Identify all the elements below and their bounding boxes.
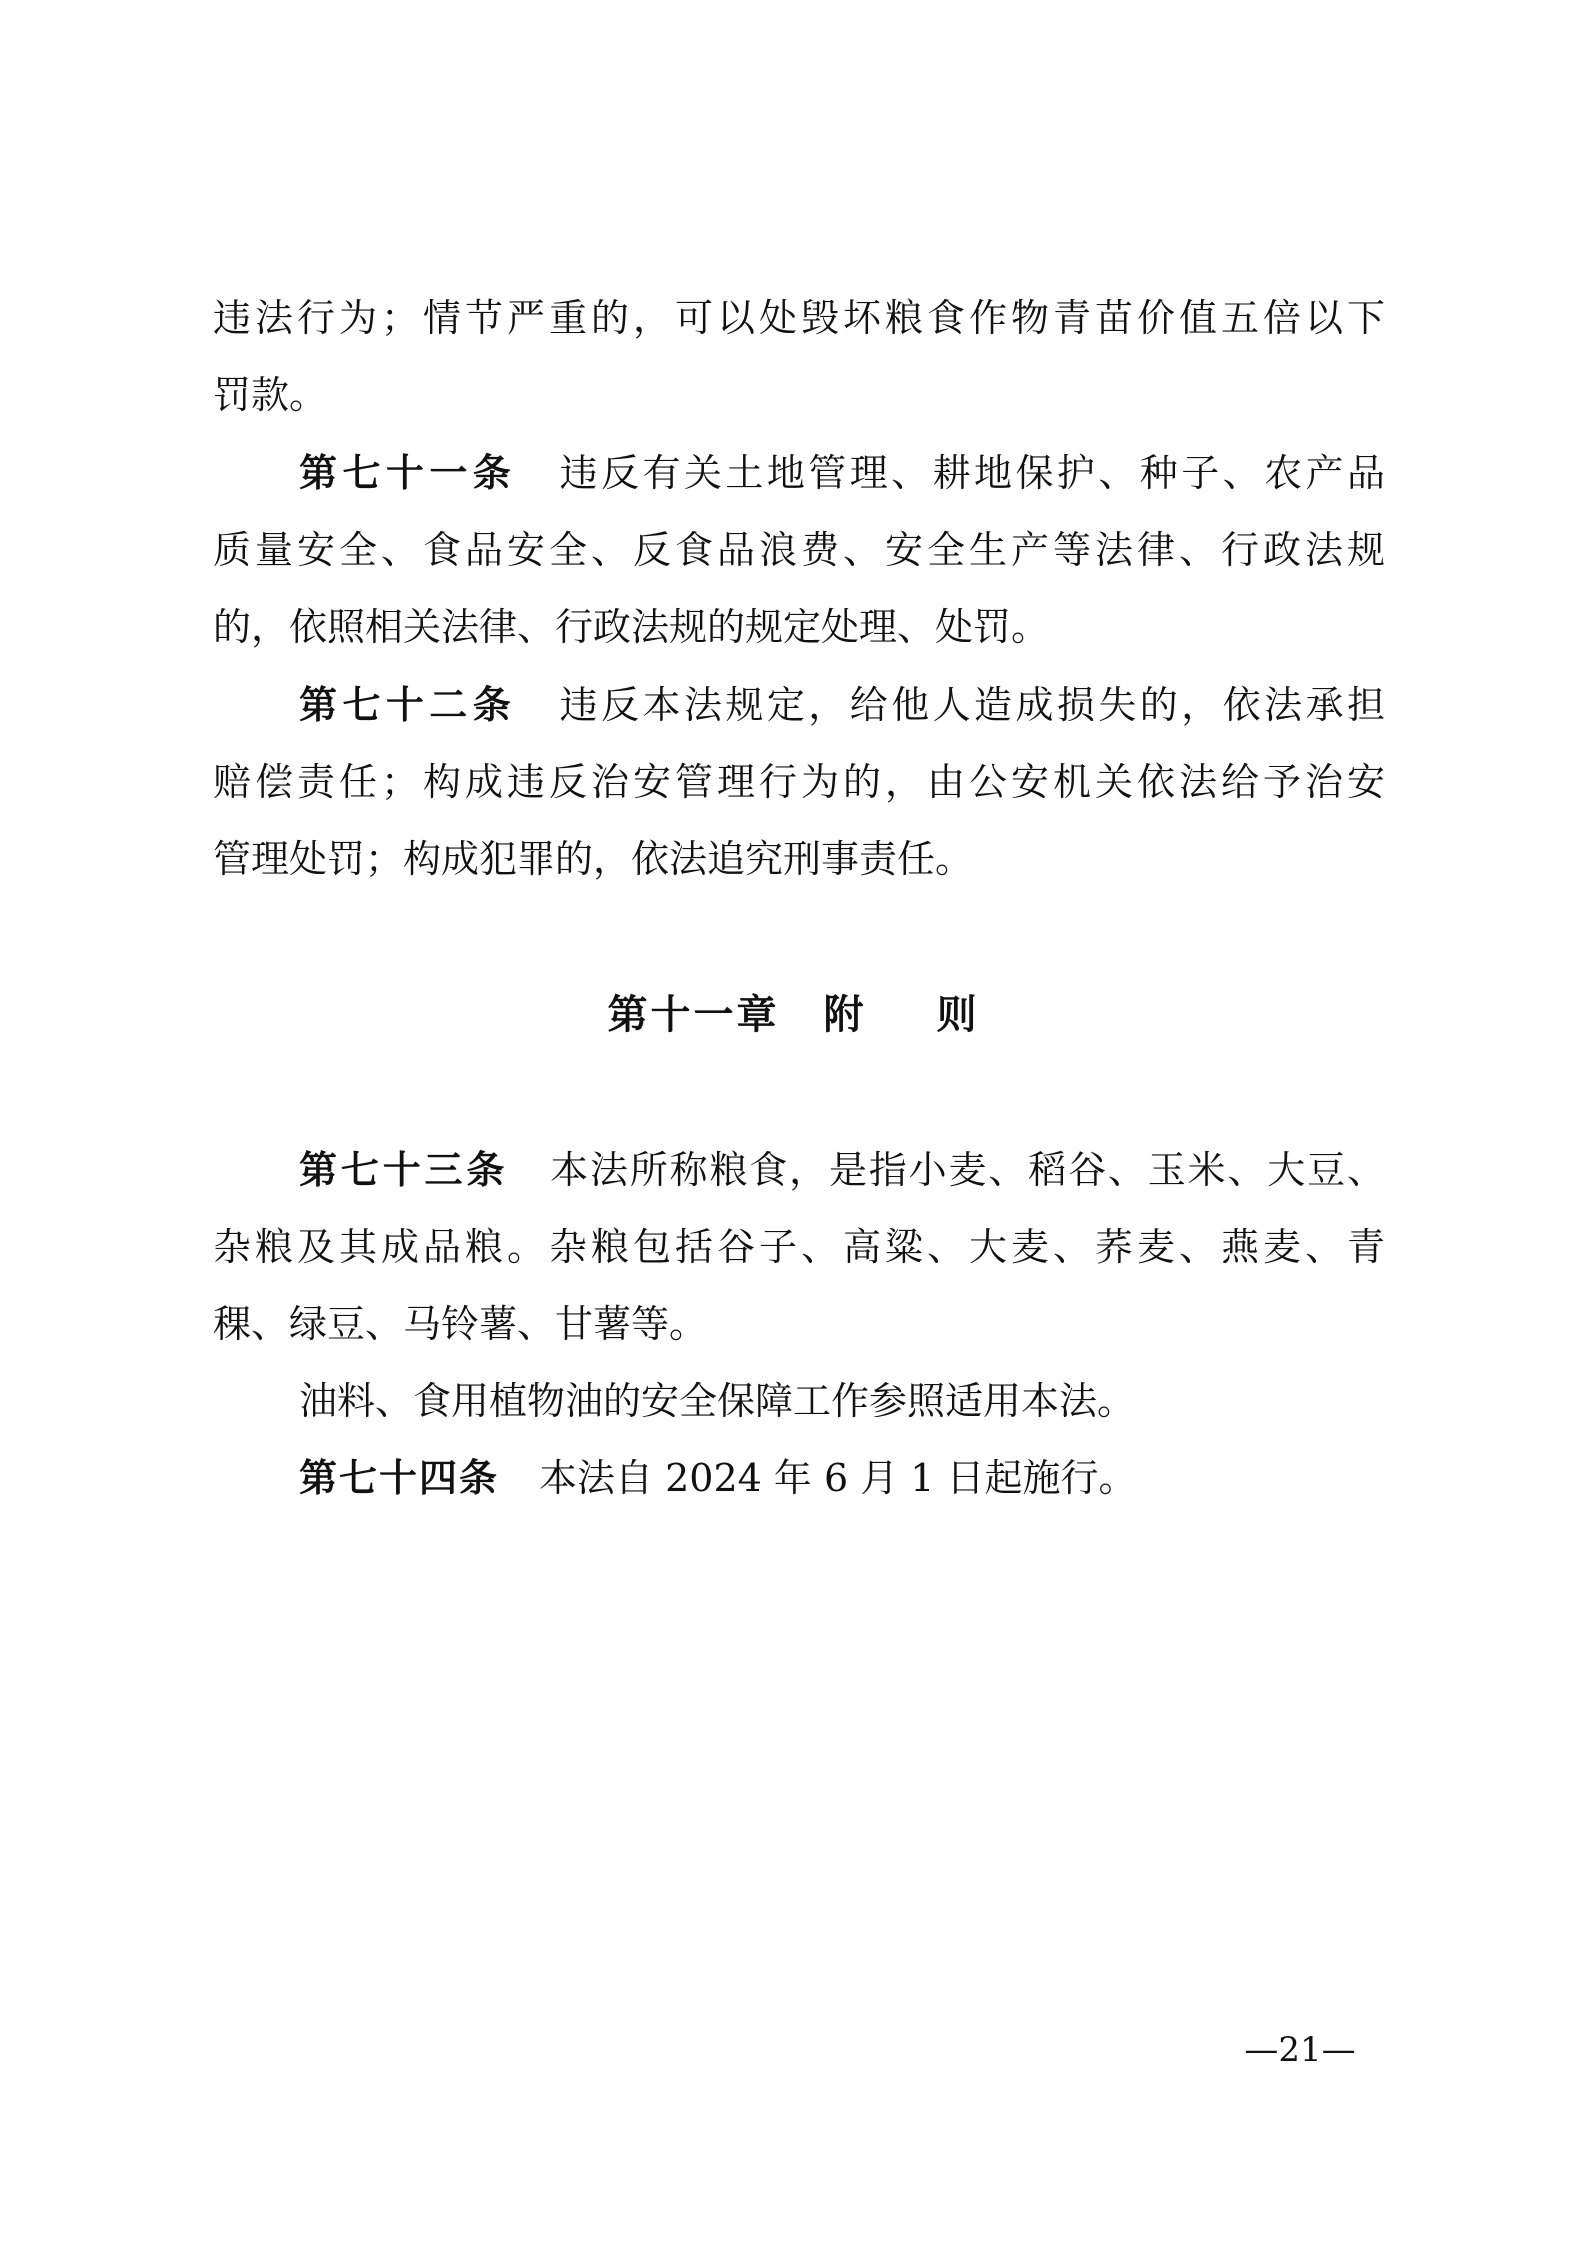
article-74-text-1: 本法自 2024 年 6 月 1 日起施行。 <box>539 1456 1137 1500</box>
article-72-text-1: 违反本法规定，给他人造成损失的，依法承担 <box>556 683 1385 727</box>
article-71-line-2: 质量安全、食品安全、反食品浪费、安全生产等法律、行政法规 <box>213 528 1385 572</box>
article-73-line-2: 杂粮及其成品粮。杂粮包括谷子、高粱、大麦、荞麦、燕麦、青 <box>213 1225 1385 1269</box>
article-74-label: 第七十四条 <box>299 1456 500 1500</box>
article-71-line-3: 的，依照相关法律、行政法规的规定处理、处罚。 <box>213 605 1050 649</box>
article-72-label: 第七十二条 <box>299 683 517 727</box>
article-74-line-1 <box>299 1453 1137 1503</box>
article-71-label: 第七十一条 <box>299 451 517 495</box>
article-72-line-1 <box>299 680 1385 730</box>
chapter-title-part-2: 则 <box>936 992 980 1038</box>
article-73-text-1: 本法所称粮食，是指小麦、稻谷、玉米、大豆、 <box>548 1148 1385 1192</box>
chapter-title-part-1: 附 <box>823 992 867 1038</box>
article-73-line-4: 油料、食用植物油的安全保障工作参照适用本法。 <box>299 1379 1136 1423</box>
chapter-number: 第十一章 <box>607 992 780 1038</box>
page-number: —21— <box>1244 2030 1356 2070</box>
article-72-line-2: 赔偿责任；构成违反治安管理行为的，由公安机关依法给予治安 <box>213 760 1385 804</box>
paragraph-line: 罚款。 <box>213 373 328 417</box>
article-73-line-3: 稞、绿豆、马铃薯、甘薯等。 <box>213 1302 708 1346</box>
article-71-text-1: 违反有关土地管理、耕地保护、种子、农产品 <box>556 451 1385 495</box>
article-73-line-1 <box>299 1145 1385 1195</box>
article-71-line-1 <box>299 448 1385 498</box>
paragraph-line: 违法行为；情节严重的，可以处毁坏粮食作物青苗价值五倍以下 <box>213 296 1385 340</box>
article-72-line-3: 管理处罚；构成犯罪的，依法追究刑事责任。 <box>213 837 974 881</box>
article-73-label: 第七十三条 <box>299 1148 509 1192</box>
chapter-heading <box>0 990 1587 1040</box>
